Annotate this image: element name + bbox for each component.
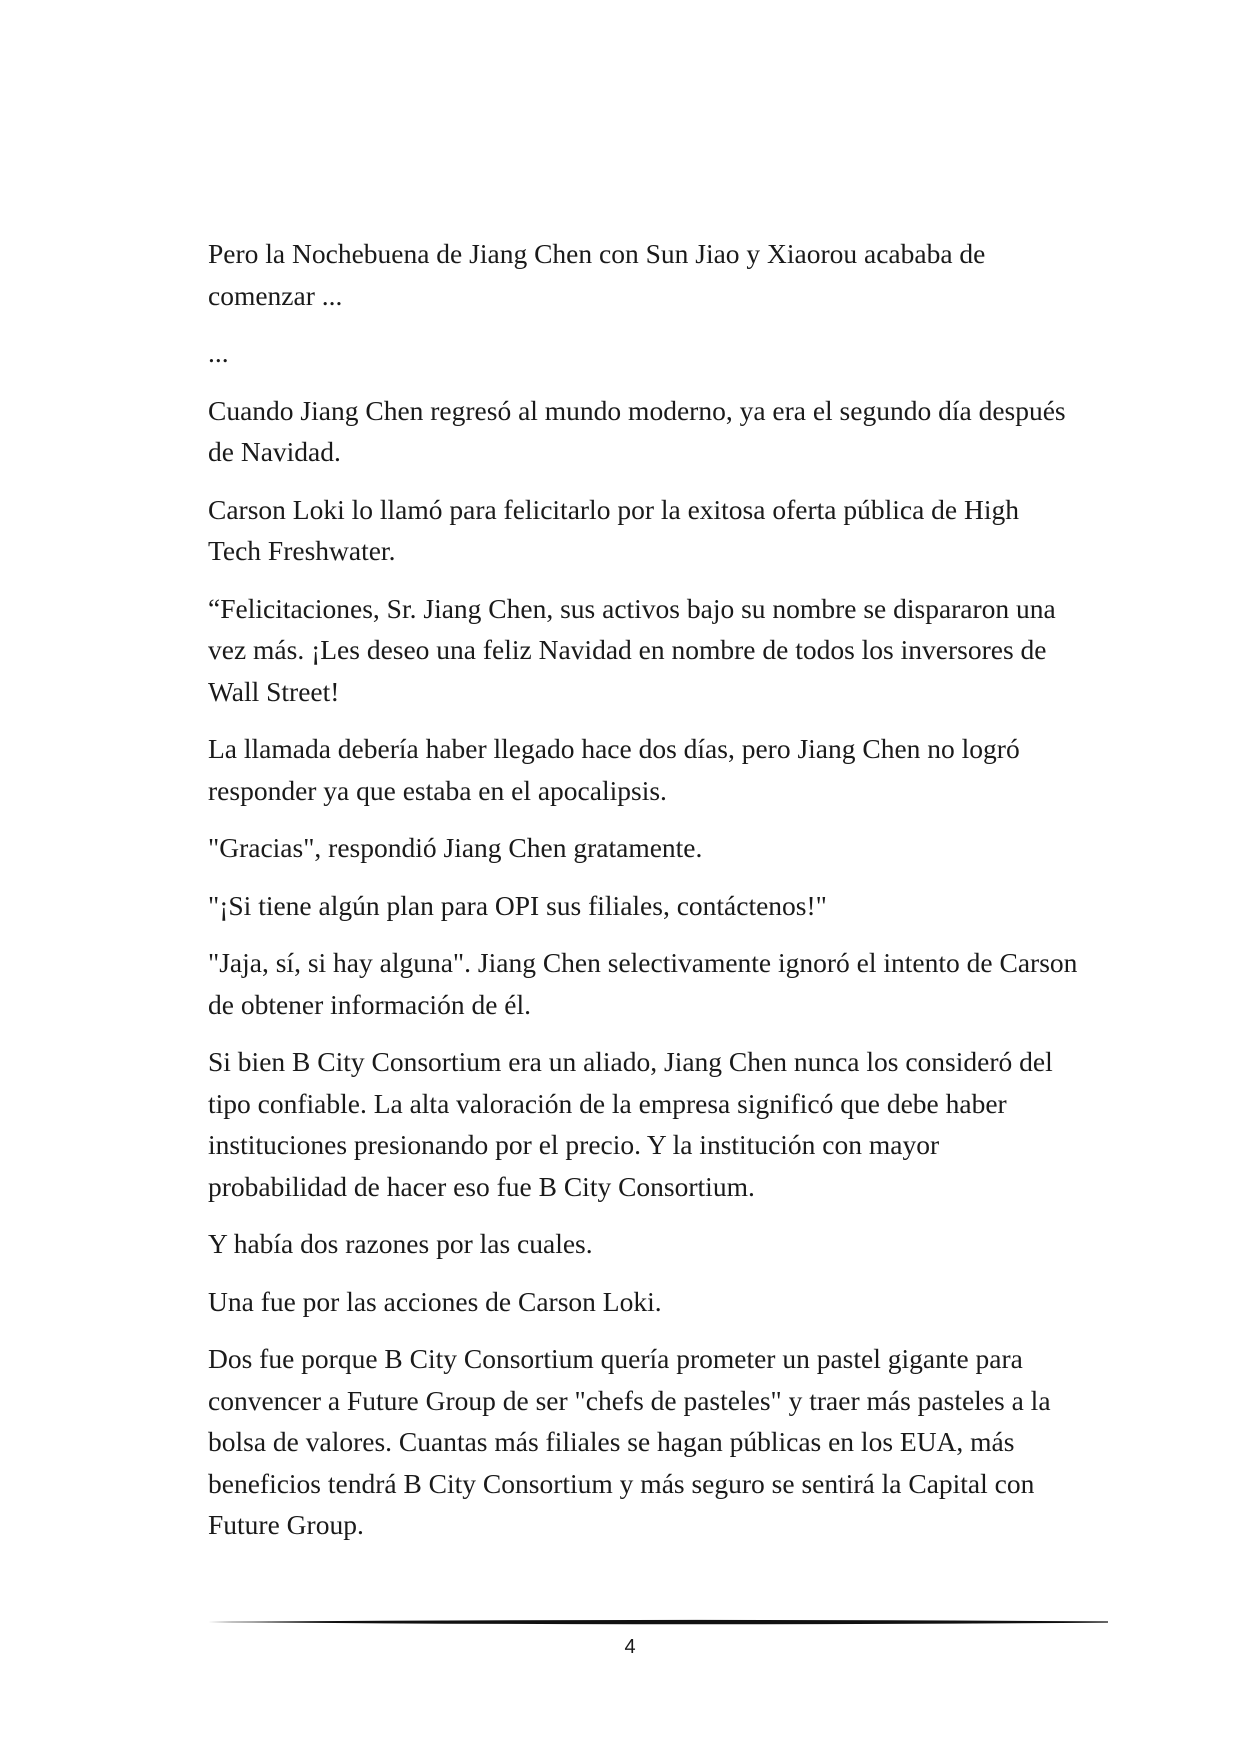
paragraph: Y había dos razones por las cuales. <box>208 1228 593 1259</box>
paragraph: Pero la Nochebuena de Jiang Chen con Sun Jiao y Xiaorou acababa de comenzar ... <box>208 238 986 311</box>
paragraph: "Jaja, sí, si hay alguna". Jiang Chen selectivamente ignoró el intento de Carson de obtener información de él. <box>208 947 1078 1020</box>
paragraph: ... <box>208 337 229 368</box>
paragraph: Carson Loki lo llamó para felicitarlo por la exitosa oferta pública de High Tech Freshwater. <box>208 493 1019 566</box>
footer-divider <box>208 1616 1108 1628</box>
paragraph: La llamada debería haber llegado hace dos días, pero Jiang Chen no logró responder ya que estaba en el apocalipsis. <box>208 733 1020 806</box>
page-number: 4 <box>624 1636 636 1658</box>
paragraph: Dos fue porque B City Consortium quería prometer un pastel gigante para convencer a Future Group de ser "chefs de pasteles" y traer más pasteles a la bolsa de valores. Cuantas más filiales se hagan públicas en los EUA, más beneficios tendrá B City Consortium y más seguro se sentirá la Capital con Future Group. <box>208 1343 1051 1540</box>
paragraph: Una fue por las acciones de Carson Loki. <box>208 1285 662 1317</box>
paragraph: Si bien B City Consortium era un aliado, Jiang Chen nunca los consideró del tipo confiable. La alta valoración de la empresa significó que debe haber instituciones presionando por el precio. Y la institución con mayor probabilidad de hacer eso fue B City Consortium. <box>208 1046 1053 1202</box>
paragraph: "Gracias", respondió Jiang Chen gratamente. <box>208 832 703 863</box>
body-text <box>208 233 1078 1562</box>
paragraph: Cuando Jiang Chen regresó al mundo moderno, ya era el segundo día después de Navidad. <box>208 394 1066 467</box>
paragraph: “Felicitaciones, Sr. Jiang Chen, sus activos bajo su nombre se dispararon una vez más. ¡Les deseo una feliz Navidad en nombre de todos los inversores de Wall Street! <box>208 592 1056 707</box>
paragraph: "¡Si tiene algún plan para OPI sus filiales, contáctenos!" <box>208 889 827 921</box>
